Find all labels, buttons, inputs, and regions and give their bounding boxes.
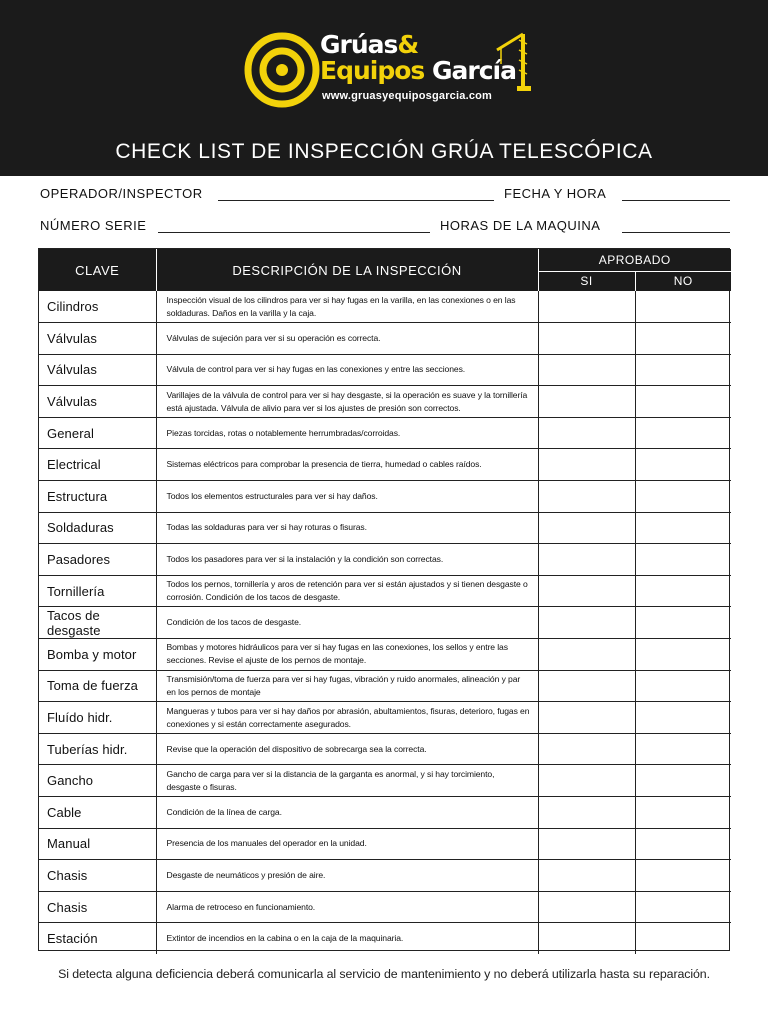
approved-no-cell[interactable] bbox=[635, 828, 731, 860]
footer-note: Si detecta alguna deficiencia deberá comunicarla al servicio de mantenimiento y no deberá utilizarla hasta su reparación. bbox=[58, 967, 710, 981]
brand-name-line2a: Equipos bbox=[320, 56, 425, 85]
row-key: Soldaduras bbox=[39, 512, 156, 544]
approved-no-cell[interactable] bbox=[635, 639, 731, 671]
approved-no-cell[interactable] bbox=[635, 765, 731, 797]
table-row bbox=[39, 923, 731, 955]
row-description: Piezas torcidas, rotas o notablemente herrumbradas/corroidas. bbox=[156, 417, 538, 449]
row-description: Condición de la línea de carga. bbox=[156, 797, 538, 829]
approved-no-cell[interactable] bbox=[635, 607, 731, 639]
row-description: Revise que la operación del dispositivo de sobrecarga sea la correcta. bbox=[156, 733, 538, 765]
row-description: Todas las soldaduras para ver si hay roturas o fisuras. bbox=[156, 512, 538, 544]
table-row bbox=[39, 323, 731, 355]
row-key: Electrical bbox=[39, 449, 156, 481]
table-row bbox=[39, 733, 731, 765]
row-key: General bbox=[39, 417, 156, 449]
approved-yes-cell[interactable] bbox=[538, 386, 635, 418]
approved-yes-cell[interactable] bbox=[538, 828, 635, 860]
row-description: Bombas y motores hidráulicos para ver si hay fugas en las conexiones, los sellos y entre las secciones. Revise el ajuste de los pernos de montaje. bbox=[156, 639, 538, 671]
approved-yes-cell[interactable] bbox=[538, 702, 635, 734]
row-description: Alarma de retroceso en funcionamiento. bbox=[156, 891, 538, 923]
row-key: Manual bbox=[39, 828, 156, 860]
table-row bbox=[39, 607, 731, 639]
brand-url: www.gruasyequiposgarcia.com bbox=[322, 90, 493, 102]
row-description: Extintor de incendios en la cabina o en la caja de la maquinaria. bbox=[156, 923, 538, 955]
row-description: Todos los elementos estructurales para ver si hay daños. bbox=[156, 481, 538, 513]
table-row bbox=[39, 417, 731, 449]
row-description: Presencia de los manuales del operador en la unidad. bbox=[156, 828, 538, 860]
approved-no-cell[interactable] bbox=[635, 291, 731, 323]
inspection-table bbox=[39, 249, 731, 954]
row-key: Válvulas bbox=[39, 323, 156, 355]
date-field[interactable] bbox=[622, 200, 730, 201]
row-key: Válvulas bbox=[39, 354, 156, 386]
row-description: Gancho de carga para ver si la distancia de la garganta es anormal, y si hay torcimiento, desgaste o fisuras. bbox=[156, 765, 538, 797]
row-key: Cilindros bbox=[39, 291, 156, 323]
approved-yes-cell[interactable] bbox=[538, 860, 635, 892]
row-key: Bomba y motor bbox=[39, 639, 156, 671]
row-key: Estación bbox=[39, 923, 156, 955]
row-key: Tuberías hidr. bbox=[39, 733, 156, 765]
table-row bbox=[39, 702, 731, 734]
approved-no-cell[interactable] bbox=[635, 512, 731, 544]
serial-hours-row bbox=[40, 218, 730, 238]
row-description: Válvula de control para ver si hay fugas en las conexiones y entre las secciones. bbox=[156, 354, 538, 386]
table-row bbox=[39, 354, 731, 386]
approved-yes-cell[interactable] bbox=[538, 449, 635, 481]
target-logo-icon bbox=[244, 32, 320, 108]
approved-yes-cell[interactable] bbox=[538, 670, 635, 702]
approved-no-cell[interactable] bbox=[635, 544, 731, 576]
approved-no-cell[interactable] bbox=[635, 323, 731, 355]
table-row bbox=[39, 512, 731, 544]
approved-no-cell[interactable] bbox=[635, 733, 731, 765]
date-label: FECHA Y HORA bbox=[504, 186, 607, 201]
table-row bbox=[39, 481, 731, 513]
serial-field[interactable] bbox=[158, 232, 430, 233]
approved-no-cell[interactable] bbox=[635, 923, 731, 955]
hours-field[interactable] bbox=[622, 232, 730, 233]
hours-label: HORAS DE LA MAQUINA bbox=[440, 218, 601, 233]
row-key: Tornillería bbox=[39, 575, 156, 607]
table-row bbox=[39, 765, 731, 797]
header-yes: SI bbox=[538, 271, 635, 291]
approved-no-cell[interactable] bbox=[635, 702, 731, 734]
row-key: Pasadores bbox=[39, 544, 156, 576]
approved-yes-cell[interactable] bbox=[538, 891, 635, 923]
approved-yes-cell[interactable] bbox=[538, 291, 635, 323]
inspection-table-container bbox=[38, 248, 730, 951]
table-row bbox=[39, 860, 731, 892]
approved-no-cell[interactable] bbox=[635, 354, 731, 386]
page-header bbox=[0, 0, 768, 176]
approved-yes-cell[interactable] bbox=[538, 481, 635, 513]
approved-no-cell[interactable] bbox=[635, 386, 731, 418]
approved-yes-cell[interactable] bbox=[538, 512, 635, 544]
table-row bbox=[39, 386, 731, 418]
crane-icon bbox=[489, 30, 531, 92]
row-description: Mangueras y tubos para ver si hay daños por abrasión, abultamientos, fisuras, deterioro, fugas en conexiones y si están correctamente asegurados. bbox=[156, 702, 538, 734]
row-description: Varillajes de la válvula de control para ver si hay desgaste, si la operación es suave y la tornillería está ajustada. Válvula de alivio para ver si los ajustes de presión son correctos. bbox=[156, 386, 538, 418]
row-key: Chasis bbox=[39, 891, 156, 923]
approved-yes-cell[interactable] bbox=[538, 544, 635, 576]
table-row bbox=[39, 449, 731, 481]
approved-yes-cell[interactable] bbox=[538, 575, 635, 607]
approved-yes-cell[interactable] bbox=[538, 354, 635, 386]
row-description: Válvulas de sujeción para ver si su operación es correcta. bbox=[156, 323, 538, 355]
approved-yes-cell[interactable] bbox=[538, 639, 635, 671]
table-row bbox=[39, 797, 731, 829]
table-row bbox=[39, 291, 731, 323]
approved-yes-cell[interactable] bbox=[538, 607, 635, 639]
row-description: Desgaste de neumáticos y presión de aire. bbox=[156, 860, 538, 892]
approved-yes-cell[interactable] bbox=[538, 733, 635, 765]
row-description: Todos los pernos, tornillería y aros de retención para ver si están ajustados y si tienen desgaste o corrosión. Condición de los tacos de desgaste. bbox=[156, 575, 538, 607]
header-description: DESCRIPCIÓN DE LA INSPECCIÓN bbox=[156, 249, 538, 291]
row-key: Válvulas bbox=[39, 386, 156, 418]
brand-amp: & bbox=[397, 30, 419, 59]
row-key: Gancho bbox=[39, 765, 156, 797]
row-description: Transmisión/toma de fuerza para ver si hay fugas, vibración y ruido anormales, alineación y par en los pernos de montaje bbox=[156, 670, 538, 702]
row-key: Cable bbox=[39, 797, 156, 829]
header-no: NO bbox=[635, 271, 731, 291]
header-approved: APROBADO bbox=[538, 249, 731, 271]
approved-yes-cell[interactable] bbox=[538, 765, 635, 797]
approved-yes-cell[interactable] bbox=[538, 323, 635, 355]
row-key: Toma de fuerza bbox=[39, 670, 156, 702]
approved-yes-cell[interactable] bbox=[538, 797, 635, 829]
brand-name bbox=[320, 32, 516, 84]
table-row bbox=[39, 891, 731, 923]
company-logo bbox=[244, 30, 534, 112]
row-description: Inspección visual de los cilindros para ver si hay fugas en la varilla, en las conexiones o en las soldaduras. Daños en la varilla y la caja. bbox=[156, 291, 538, 323]
approved-no-cell[interactable] bbox=[635, 417, 731, 449]
operator-date-row bbox=[40, 186, 730, 206]
table-row bbox=[39, 639, 731, 671]
approved-no-cell[interactable] bbox=[635, 797, 731, 829]
page-title: CHECK LIST DE INSPECCIÓN GRÚA TELESCÓPICA bbox=[115, 140, 653, 163]
table-row bbox=[39, 544, 731, 576]
header-key: CLAVE bbox=[39, 249, 156, 291]
serial-label: NÚMERO SERIE bbox=[40, 218, 147, 233]
approved-no-cell[interactable] bbox=[635, 481, 731, 513]
operator-label: OPERADOR/INSPECTOR bbox=[40, 186, 203, 201]
approved-no-cell[interactable] bbox=[635, 449, 731, 481]
row-key: Estructura bbox=[39, 481, 156, 513]
approved-yes-cell[interactable] bbox=[538, 417, 635, 449]
row-description: Condición de los tacos de desgaste. bbox=[156, 607, 538, 639]
row-description: Sistemas eléctricos para comprobar la presencia de tierra, humedad o cables raídos. bbox=[156, 449, 538, 481]
operator-field[interactable] bbox=[218, 200, 494, 201]
brand-name-line2b: García bbox=[432, 56, 516, 85]
row-description: Todos los pasadores para ver si la instalación y la condición son correctas. bbox=[156, 544, 538, 576]
approved-no-cell[interactable] bbox=[635, 670, 731, 702]
approved-yes-cell[interactable] bbox=[538, 923, 635, 955]
approved-no-cell[interactable] bbox=[635, 891, 731, 923]
table-row bbox=[39, 670, 731, 702]
approved-no-cell[interactable] bbox=[635, 860, 731, 892]
row-key: Chasis bbox=[39, 860, 156, 892]
brand-name-line1: Grúas bbox=[320, 30, 398, 59]
table-row bbox=[39, 828, 731, 860]
row-key: Tacos de desgaste bbox=[39, 607, 156, 639]
table-row bbox=[39, 575, 731, 607]
row-key: Fluído hidr. bbox=[39, 702, 156, 734]
approved-no-cell[interactable] bbox=[635, 575, 731, 607]
inspection-rows bbox=[39, 291, 731, 954]
